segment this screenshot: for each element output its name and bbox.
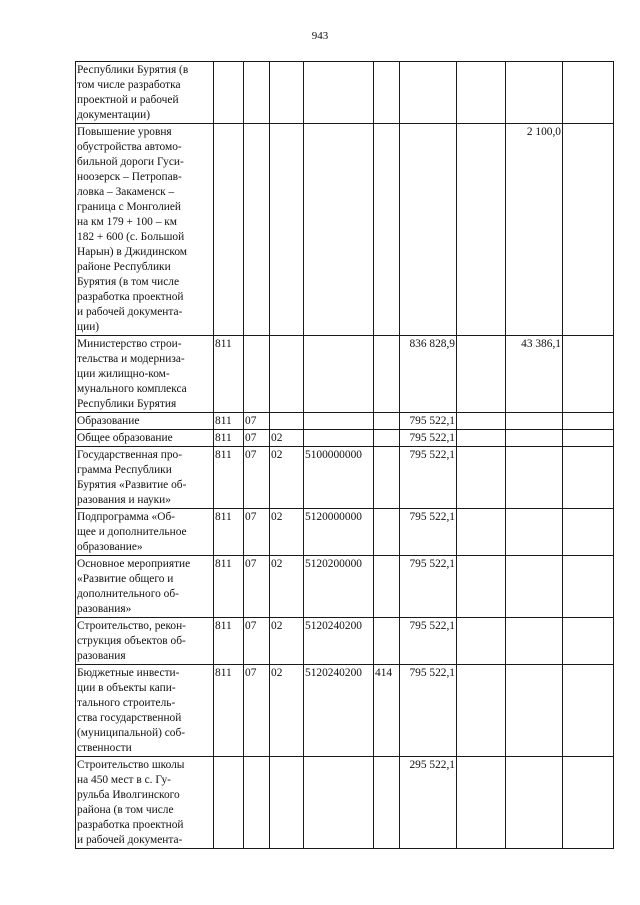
- item-name-line: проектной и рабочей: [77, 94, 179, 106]
- cell-section: 07: [244, 556, 270, 618]
- cell-amount-3: [506, 447, 563, 509]
- cell-amount-1: 795 522,1: [400, 447, 457, 509]
- cell-amount-3: 2 100,0: [506, 124, 563, 336]
- cell-ved: [214, 124, 244, 336]
- cell-subsection: 02: [270, 618, 304, 665]
- cell-amount-3: [506, 509, 563, 556]
- item-name-line: района (в том числе: [77, 804, 174, 816]
- cell-section: 07: [244, 430, 270, 447]
- cell-subsection: [270, 413, 304, 430]
- cell-expense-type: [374, 62, 400, 124]
- table-row: [76, 556, 614, 618]
- cell-amount-4: [563, 556, 614, 618]
- item-name-line: Бюджетные инвести-: [77, 667, 180, 679]
- cell-expense-type: [374, 509, 400, 556]
- cell-subsection: [270, 336, 304, 413]
- cell-section: 07: [244, 509, 270, 556]
- budget-table: [75, 61, 614, 849]
- cell-amount-2: [457, 62, 506, 124]
- cell-section: 07: [244, 665, 270, 757]
- cell-expense-type: 414: [374, 665, 400, 757]
- cell-target-article: [304, 124, 374, 336]
- cell-ved: [214, 757, 244, 849]
- item-name-line: разработка проектной: [77, 291, 184, 303]
- cell-amount-2: [457, 509, 506, 556]
- cell-subsection: 02: [270, 430, 304, 447]
- cell-item-name: [76, 618, 214, 665]
- item-name-line: и рабочей документа-: [77, 834, 183, 846]
- item-name-line: Повышение уровня: [77, 126, 172, 138]
- item-name-line: разработка проектной: [77, 819, 184, 831]
- item-name-line: Республики Бурятия: [77, 398, 177, 410]
- cell-subsection: [270, 62, 304, 124]
- item-name-line: ции в объекты капи-: [77, 682, 176, 694]
- table-row: [76, 757, 614, 849]
- cell-expense-type: [374, 430, 400, 447]
- cell-target-article: 5120240200: [304, 665, 374, 757]
- cell-amount-4: [563, 430, 614, 447]
- cell-expense-type: [374, 556, 400, 618]
- cell-amount-4: [563, 447, 614, 509]
- cell-subsection: 02: [270, 509, 304, 556]
- cell-amount-4: [563, 757, 614, 849]
- item-name-line: Подпрограмма «Об-: [77, 511, 176, 523]
- item-name-line: разования»: [77, 603, 132, 615]
- cell-ved: 811: [214, 509, 244, 556]
- cell-section: [244, 757, 270, 849]
- cell-target-article: [304, 757, 374, 849]
- item-name-line: Бурятия (в том числе: [77, 276, 180, 288]
- item-name-line: ловка – Закаменск –: [77, 186, 175, 198]
- cell-amount-3: [506, 62, 563, 124]
- cell-amount-2: [457, 413, 506, 430]
- cell-ved: 811: [214, 665, 244, 757]
- item-name-line: струкция объектов об-: [77, 635, 186, 647]
- item-name-line: дополнительного об-: [77, 588, 179, 600]
- item-name-line: мунального комплекса: [77, 383, 187, 395]
- cell-amount-3: [506, 757, 563, 849]
- cell-amount-2: [457, 336, 506, 413]
- cell-expense-type: [374, 757, 400, 849]
- table-row: [76, 509, 614, 556]
- cell-ved: 811: [214, 413, 244, 430]
- table-row: [76, 124, 614, 336]
- item-name-line: Строительство, рекон-: [77, 620, 186, 632]
- item-name-line: ства государственной: [77, 712, 182, 724]
- cell-amount-1: 795 522,1: [400, 618, 457, 665]
- cell-amount-1: [400, 62, 457, 124]
- table-row: [76, 430, 614, 447]
- item-name-line: на км 179 + 100 – км: [77, 216, 178, 228]
- cell-ved: [214, 62, 244, 124]
- item-name-line: ции): [77, 321, 100, 333]
- cell-subsection: 02: [270, 665, 304, 757]
- item-name-line: документации): [77, 109, 151, 121]
- cell-target-article: 5120200000: [304, 556, 374, 618]
- cell-expense-type: [374, 618, 400, 665]
- cell-amount-2: [457, 618, 506, 665]
- cell-ved: 811: [214, 447, 244, 509]
- table-row: [76, 413, 614, 430]
- table-row: [76, 665, 614, 757]
- item-name-line: том числе разработка: [77, 79, 181, 91]
- item-name-line: рульба Иволгинского: [77, 789, 180, 801]
- item-name-line: Общее образование: [77, 432, 173, 444]
- item-name-line: щее и дополнительное: [77, 526, 187, 538]
- item-name-line: Бурятия «Развитие об-: [77, 479, 187, 491]
- cell-amount-4: [563, 509, 614, 556]
- table-row: [76, 618, 614, 665]
- item-name-line: разования и науки»: [77, 494, 171, 506]
- cell-expense-type: [374, 124, 400, 336]
- table-row: [76, 447, 614, 509]
- item-name-line: граница с Монголией: [77, 201, 182, 213]
- cell-item-name: [76, 336, 214, 413]
- item-name-line: Государственная про-: [77, 449, 183, 461]
- cell-amount-3: [506, 556, 563, 618]
- item-name-line: Образование: [77, 415, 140, 427]
- cell-target-article: 5120000000: [304, 509, 374, 556]
- cell-item-name: [76, 447, 214, 509]
- cell-amount-2: [457, 665, 506, 757]
- cell-amount-4: [563, 618, 614, 665]
- cell-item-name: [76, 665, 214, 757]
- cell-amount-1: 795 522,1: [400, 413, 457, 430]
- cell-subsection: 02: [270, 556, 304, 618]
- cell-expense-type: [374, 447, 400, 509]
- cell-amount-1: 836 828,9: [400, 336, 457, 413]
- cell-expense-type: [374, 413, 400, 430]
- cell-target-article: 5120240200: [304, 618, 374, 665]
- table-row: [76, 62, 614, 124]
- cell-target-article: [304, 413, 374, 430]
- cell-amount-4: [563, 62, 614, 124]
- cell-item-name: [76, 413, 214, 430]
- item-name-line: ции жилищно-ком-: [77, 368, 170, 380]
- cell-expense-type: [374, 336, 400, 413]
- cell-target-article: [304, 430, 374, 447]
- cell-amount-3: 43 386,1: [506, 336, 563, 413]
- item-name-line: Нарын) в Джидинском: [77, 246, 188, 258]
- cell-amount-2: [457, 556, 506, 618]
- item-name-line: Основное мероприятие: [77, 558, 191, 570]
- item-name-line: Республики Бурятия (в: [77, 64, 189, 76]
- item-name-line: разования: [77, 650, 126, 662]
- cell-amount-2: [457, 124, 506, 336]
- item-name-line: на 450 мест в с. Гу-: [77, 774, 171, 786]
- cell-ved: 811: [214, 618, 244, 665]
- cell-amount-3: [506, 618, 563, 665]
- cell-section: [244, 62, 270, 124]
- cell-amount-4: [563, 665, 614, 757]
- cell-ved: 811: [214, 430, 244, 447]
- cell-amount-1: 795 522,1: [400, 556, 457, 618]
- item-name-line: ноозерск – Петропав-: [77, 171, 182, 183]
- cell-target-article: [304, 62, 374, 124]
- cell-ved: 811: [214, 556, 244, 618]
- table-row: [76, 336, 614, 413]
- cell-amount-2: [457, 447, 506, 509]
- item-name-line: тельства и модерниза-: [77, 353, 185, 365]
- cell-subsection: 02: [270, 447, 304, 509]
- cell-amount-4: [563, 413, 614, 430]
- cell-amount-2: [457, 757, 506, 849]
- item-name-line: грамма Республики: [77, 464, 172, 476]
- cell-target-article: 5100000000: [304, 447, 374, 509]
- item-name-line: Министерство строи-: [77, 338, 182, 350]
- item-name-line: районе Республики: [77, 261, 171, 273]
- cell-amount-1: 795 522,1: [400, 665, 457, 757]
- cell-section: 07: [244, 618, 270, 665]
- cell-amount-3: [506, 665, 563, 757]
- item-name-line: Строительство школы: [77, 759, 185, 771]
- cell-item-name: [76, 430, 214, 447]
- cell-amount-1: [400, 124, 457, 336]
- cell-section: [244, 124, 270, 336]
- cell-item-name: [76, 62, 214, 124]
- cell-item-name: [76, 556, 214, 618]
- cell-amount-1: 795 522,1: [400, 509, 457, 556]
- cell-subsection: [270, 124, 304, 336]
- cell-section: [244, 336, 270, 413]
- cell-amount-2: [457, 430, 506, 447]
- item-name-line: 182 + 600 (с. Большой: [77, 231, 185, 243]
- cell-subsection: [270, 757, 304, 849]
- cell-target-article: [304, 336, 374, 413]
- item-name-line: (муниципальной) соб-: [77, 727, 186, 739]
- cell-amount-1: 795 522,1: [400, 430, 457, 447]
- cell-amount-1: 295 522,1: [400, 757, 457, 849]
- cell-section: 07: [244, 413, 270, 430]
- cell-amount-3: [506, 430, 563, 447]
- page-number: 943: [311, 30, 329, 42]
- cell-amount-3: [506, 413, 563, 430]
- cell-amount-4: [563, 336, 614, 413]
- budget-table-body: [76, 62, 614, 849]
- cell-amount-4: [563, 124, 614, 336]
- cell-item-name: [76, 757, 214, 849]
- cell-item-name: [76, 509, 214, 556]
- item-name-line: «Развитие общего и: [77, 573, 174, 585]
- item-name-line: бильной дороги Гуси-: [77, 156, 184, 168]
- cell-ved: 811: [214, 336, 244, 413]
- item-name-line: и рабочей документа-: [77, 306, 183, 318]
- item-name-line: образование»: [77, 541, 143, 553]
- item-name-line: тального строитель-: [77, 697, 176, 709]
- item-name-line: ственности: [77, 742, 132, 754]
- cell-item-name: [76, 124, 214, 336]
- item-name-line: обустройства автомо-: [77, 141, 182, 153]
- cell-section: 07: [244, 447, 270, 509]
